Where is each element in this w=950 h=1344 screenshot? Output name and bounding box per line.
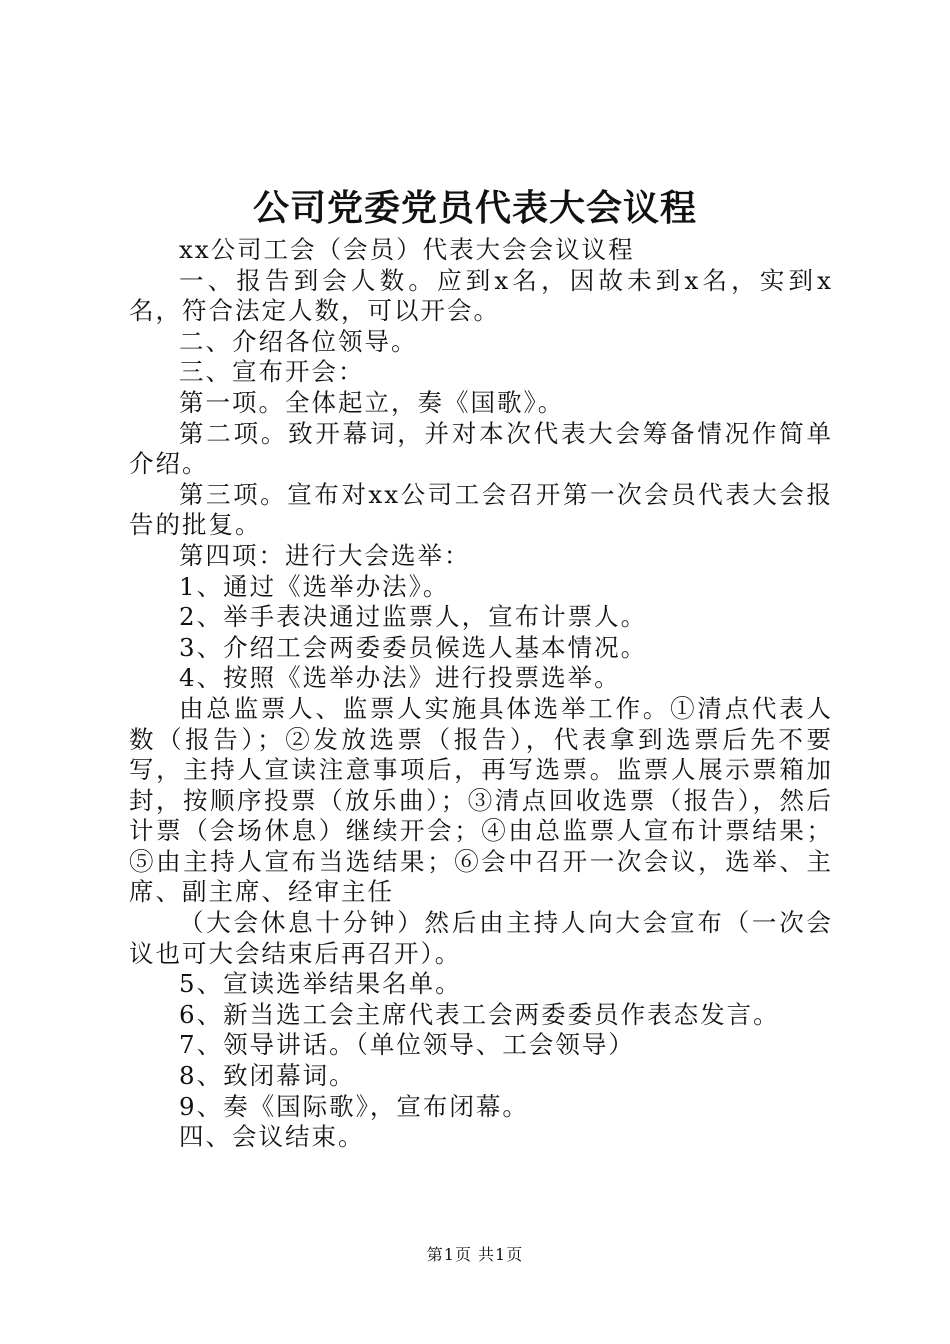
list-item-election-7: 7、领导讲话。（单位领导、工会领导） (179, 1030, 635, 1060)
paragraph-item-three: 第三项。宣布对xx公司工会召开第一次会员代表大会报告的批复。 (129, 479, 833, 540)
paragraph-attendance-report: 一、报告到会人数。应到x名，因故未到x名，实到x名，符合法定人数，可以开会。 (129, 265, 833, 326)
list-item-election-1: 1、通过《选举办法》。 (179, 571, 450, 601)
list-item-election-5: 5、宣读选举结果名单。 (179, 969, 462, 999)
page-title: 公司党委党员代表大会议程 (252, 187, 697, 229)
paragraph-item-four: 第四项：进行大会选举： (179, 540, 471, 570)
list-item-election-4: 4、按照《选举办法》进行投票选举。 (179, 663, 621, 693)
paragraph-meeting-end: 四、会议结束。 (179, 1122, 365, 1152)
paragraph-announce-opening: 三、宣布开会： (179, 357, 365, 387)
list-item-election-3: 3、介绍工会两委委员候选人基本情况。 (179, 632, 648, 662)
document-body (129, 235, 833, 1153)
paragraph-recess-note: （大会休息十分钟）然后由主持人向大会宣布（一次会议也可大会结束后再召开）。 (129, 908, 833, 968)
list-item-election-2: 2、举手表决通过监票人，宣布计票人。 (179, 602, 648, 632)
paragraph-intro-heading: xx公司工会（会员）代表大会会议议程 (179, 235, 635, 264)
paragraph-introduce-leaders: 二、介绍各位领导。 (179, 326, 418, 356)
paragraph-item-two: 第二项。致开幕词，并对本次代表大会筹备情况作简单介绍。 (129, 418, 833, 479)
list-item-election-8: 8、致闭幕词。 (179, 1061, 356, 1091)
list-item-election-9: 9、奏《国际歌》，宣布闭幕。 (179, 1091, 529, 1121)
page-number-footer: 第1页 共1页 (426, 1245, 524, 1264)
paragraph-voting-procedure: 由总监票人、监票人实施具体选举工作。①清点代表人数（报告）；②发放选票（报告），代表拿到选票后先不要写，主持人宣读注意事项后，再写选票。监票人展示票箱加封，按顺序投票（放乐曲）；③清点回收选票（报告），然后计票（会场休息）继续开会；④由总监票人宣布计票结果；⑤由主持人宣布当选结果；⑥会中召开一次会议，选举、主席、副主席、经审主任 (129, 693, 833, 907)
paragraph-item-one: 第一项。全体起立，奏《国歌》。 (179, 387, 565, 417)
list-item-election-6: 6、新当选工会主席代表工会两委委员作表态发言。 (179, 999, 780, 1029)
